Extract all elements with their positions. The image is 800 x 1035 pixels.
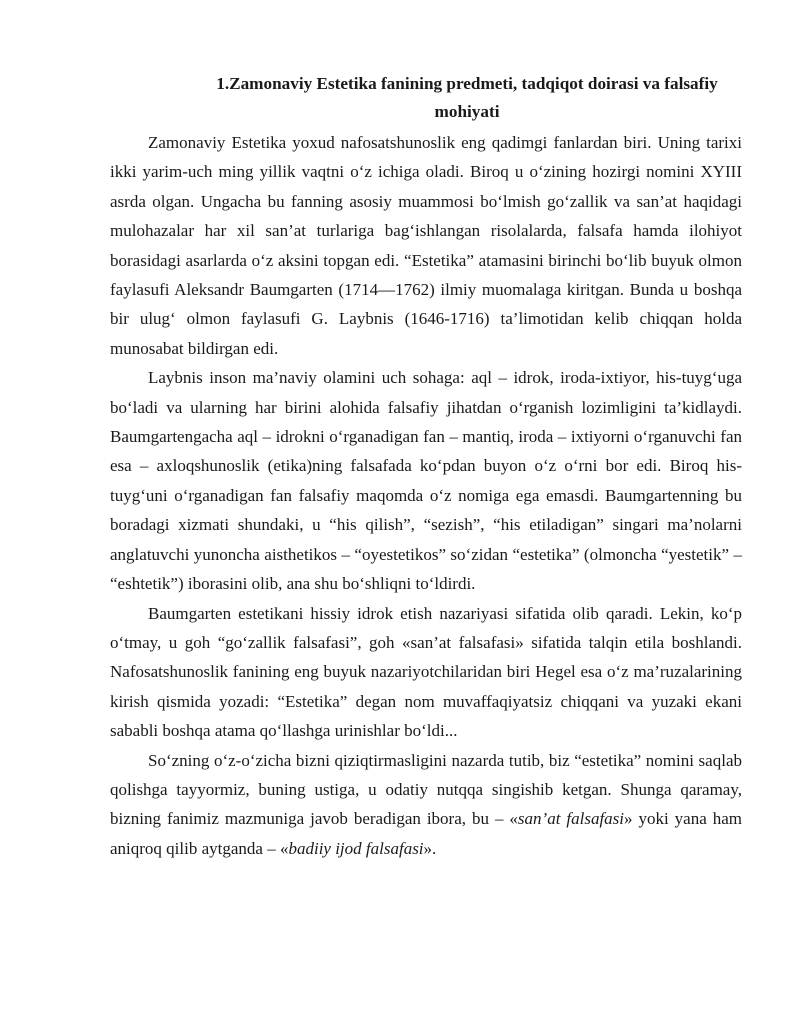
- paragraph-4-italic-2: badiiy ijod falsafasi: [288, 838, 424, 858]
- paragraph-4-text-before: So‘zning o‘z-o‘zicha bizni qiziqtirmasligini nazarda tutib, biz “estetika” nomini saqlab qolishga tayyormiz, buning ustiga, u odatiy nutqqa singishib ketgan. Shunga qaramay, bizning fanimiz mazmuniga javob beradigan ibora, bu – «: [110, 750, 742, 829]
- paragraph-4-text-middle: » yoki yana ham aniqroq qilib aytganda – «: [110, 809, 742, 858]
- paragraph-4: [110, 746, 742, 864]
- paragraph-4-italic-1: san’at falsafasi: [517, 809, 625, 829]
- paragraph-1: Zamonaviy Estetika yoxud nafosatshunoslik eng qadimgi fanlardan biri. Uning tarixi ikki yarim-uch ming yillik vaqtni o‘z ichiga oladi. Biroq u o‘zining hozirgi nomini XYIII asrda olgan. Ungacha bu fanning asosiy muammosi bo‘lmish go‘zallik va san’at haqidagi mulohazalar har xil san’at turlariga bag‘ishlangan risolalarda, falsafa hamda ilohiyot borasidagi asarlarda o‘z aksini topgan edi. “Estetika” atamasini birinchi bo‘lib buyuk olmon faylasufi Aleksandr Baumgarten (1714—1762) ilmiy muomalaga kiritgan. Bunda u boshqa bir ulug‘ olmon faylasufi G. Laybnis (1646-1716) ta’limotidan kelib chiqqan holda munosabat bildirgan edi.: [110, 133, 742, 358]
- section-title-line-1: 1.Zamonaviy Estetika fanining predmeti, tadqiqot doirasi va falsafiy: [216, 74, 718, 93]
- paragraph-4-text-after: ».: [423, 838, 437, 858]
- section-title: [110, 70, 742, 126]
- paragraph-2: Laybnis inson ma’naviy olamini uch sohaga: aql – idrok, iroda-ixtiyor, his-tuyg‘uga bo‘ladi va ularning har birini alohida falsafiy jihatdan o‘rganish lozimligini ta’kidlaydi. Baumgartengacha aql – idrokni o‘rganadigan fan – mantiq, iroda – ixtiyorni o‘rganuvchi fan esa – axloqshunoslik (etika)ning falsafada ko‘pdan buyon o‘z o‘rni bor edi. Biroq his-tuyg‘uni o‘rganadigan fan falsafiy maqomda o‘z nomiga ega emasdi. Baumgartenning bu boradagi xizmati shundaki, u “his qilish”, “sezish”, “his etiladigan” singari ma’nolarni anglatuvchi yunoncha aisthetikos – “oyestetikos” so‘zidan “estetika” (olmoncha “yestetik” – “eshtetik”) iborasini olib, ana shu bo‘shliqni to‘ldirdi.: [110, 368, 742, 594]
- document-page: [110, 70, 742, 863]
- paragraph-3: Baumgarten estetikani hissiy idrok etish nazariyasi sifatida olib qaradi. Lekin, ko‘p o‘tmay, u goh “go‘zallik falsafasi”, goh «san’at falsafasi» sifatida talqin etila boshlandi. Nafosatshunoslik fanining eng buyuk nazariyotchilaridan biri Hegel esa o‘z ma’ruzalarining kirish qismida yozadi: “Estetika” degan nom muvaffaqiyatsiz chiqqani va yuzaki ekani sababli boshqa atama qo‘llashga urinishlar bo‘ldi...: [110, 603, 742, 741]
- section-title-line-2: mohiyati: [434, 102, 500, 121]
